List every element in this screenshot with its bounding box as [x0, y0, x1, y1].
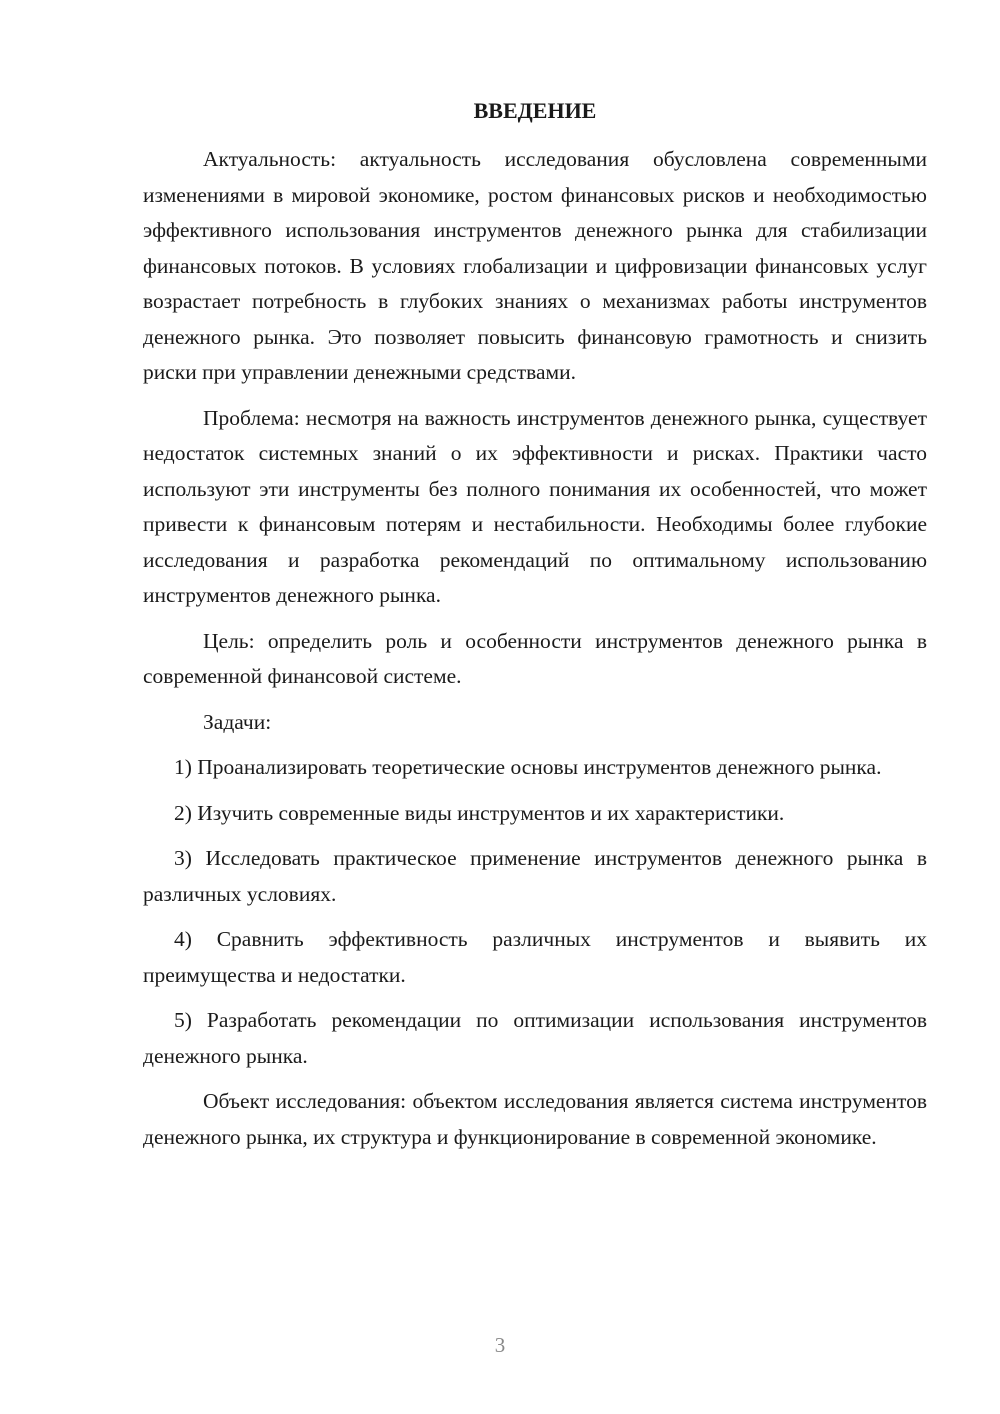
- paragraph-relevance: Актуальность: актуальность исследования обусловлена современными изменениями в мировой экономике, ростом финансовых рисков и необходимостью эффективного использования инструментов денежного рынка для стабилизации финансовых потоков. В условиях глобализации и цифровизации финансовых услуг возрастает потребность в глубоких знаниях о механизмах работы инструментов денежного рынка. Это позволяет повысить финансовую грамотность и снизить риски при управлении денежными средствами.: [143, 147, 927, 384]
- tasks-heading: Задачи:: [203, 709, 272, 734]
- paragraph-problem: Проблема: несмотря на важность инструментов денежного рынка, существует недостаток системных знаний о их эффективности и рисках. Практики часто используют эти инструменты без полного понимания их особенностей, что может привести к финансовым потерям и нестабильности. Необходимы более глубокие исследования и разработка рекомендаций по оптимальному использованию инструментов денежного рынка.: [143, 405, 927, 607]
- paragraph-object: Объект исследования: объектом исследования является система инструментов денежного рынка, их структура и функционирование в современной экономике.: [143, 1089, 927, 1149]
- task-item-4: 4) Сравнить эффективность различных инструментов и выявить их преимущества и недостатки.: [143, 927, 927, 987]
- task-item-2: 2) Изучить современные виды инструментов и их характеристики.: [174, 800, 785, 825]
- task-item-5: 5) Разработать рекомендации по оптимизации использования инструментов денежного рынка.: [143, 1008, 927, 1068]
- section-title: ВВЕДЕНИЕ: [473, 98, 597, 123]
- document-page: [143, 96, 927, 1165]
- page-number: 3: [494, 1333, 506, 1357]
- task-item-3: 3) Исследовать практическое применение инструментов денежного рынка в различных условиях.: [143, 846, 927, 906]
- task-item-1: 1) Проанализировать теоретические основы инструментов денежного рынка.: [174, 755, 882, 779]
- paragraph-goal: Цель: определить роль и особенности инструментов денежного рынка в современной финансовой системе.: [143, 628, 927, 688]
